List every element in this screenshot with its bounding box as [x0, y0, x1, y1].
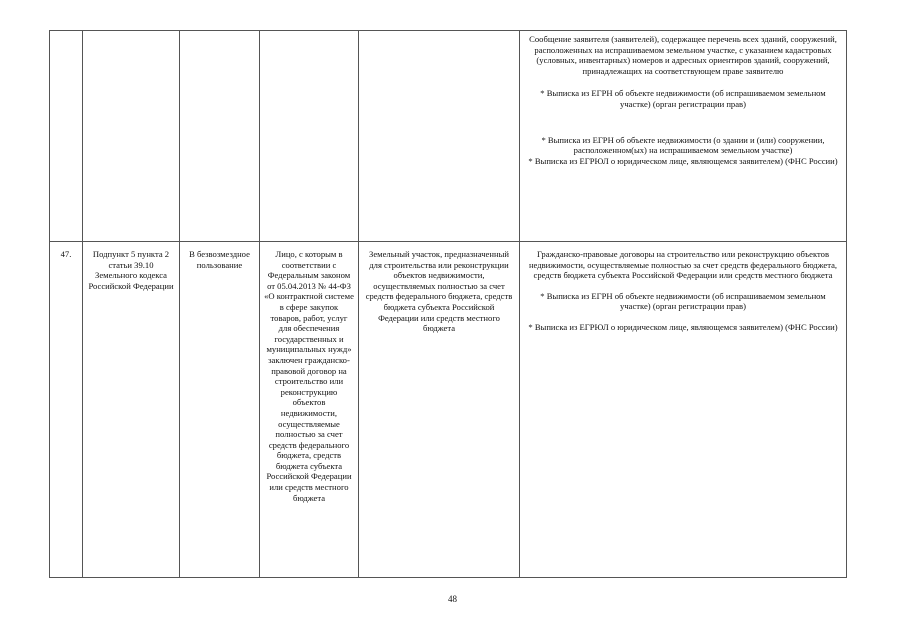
document-paragraph: Гражданско-правовые договоры на строительство или реконструкцию объектов недвижимости, осуществляемые полностью за счет средств федерального бюджета, средств бюджета субъекта Российской Федерации или средств местного бюджета [528, 249, 838, 281]
document-paragraph: * Выписка из ЕГРН об объекте недвижимости (об испрашиваемом земельном участке) (орган регистрации прав) [540, 88, 826, 109]
document-paragraph: * Выписка из ЕГРЮЛ о юридическом лице, являющемся заявителем) (ФНС России) [528, 155, 838, 166]
table-row [50, 242, 847, 578]
cell-land [359, 31, 520, 242]
table-row [50, 31, 847, 242]
document-paragraph: * Выписка из ЕГРЮЛ о юридическом лице, являющемся заявителем) (ФНС России) [528, 321, 838, 332]
row-number: 47. [50, 242, 83, 578]
cell-type: В безвозмездное пользование [180, 242, 260, 578]
land-documents-table [49, 30, 847, 578]
cell-type [180, 31, 260, 242]
document-paragraph: * Выписка из ЕГРН об объекте недвижимости (об испрашиваемом земельном участке) (орган регистрации прав) [540, 290, 826, 312]
cell-basis: Подпункт 5 пункта 2 статьи 39.10 Земельного кодекса Российской Федерации [83, 242, 180, 578]
cell-basis [83, 31, 180, 242]
cell-land: Земельный участок, предназначенный для строительства или реконструкции объектов недвижимости, осуществляемых полностью за счет средств федерального бюджета, средств бюджета субъекта Российской Федерации или средств местного бюджета [359, 242, 520, 578]
cell-person: Лицо, с которым в соответствии с Федеральным законом от 05.04.2013 № 44-ФЗ «О контрактной системе в сфере закупок товаров, работ, услуг для обеспечения государственных и муниципальных нужд» заключен гражданско-правовой договор на строительство или реконструкцию объектов недвижимости, осуществляемые полностью за счет средств федерального бюджета, средств бюджета субъекта Российской Федерации или средств местного бюджета [260, 242, 359, 578]
document-paragraph: Сообщение заявителя (заявителей), содержащее перечень всех зданий, сооружений, расположенных на испрашиваемом земельном участке, с указанием кадастровых (условных, инвентарных) номеров и адресных ориентиров зданий, сооружений, принадлежащих на соответствующем праве заявителю [529, 34, 837, 76]
cell-number [50, 31, 83, 242]
page-number: 48 [448, 594, 457, 604]
cell-person [260, 31, 359, 242]
cell-documents [520, 31, 847, 242]
document-paragraph: * Выписка из ЕГРН об объекте недвижимости (о здании и (или) сооружении, расположенном(ых) на испрашиваемом земельном участке) [541, 134, 825, 156]
cell-documents [520, 242, 847, 578]
